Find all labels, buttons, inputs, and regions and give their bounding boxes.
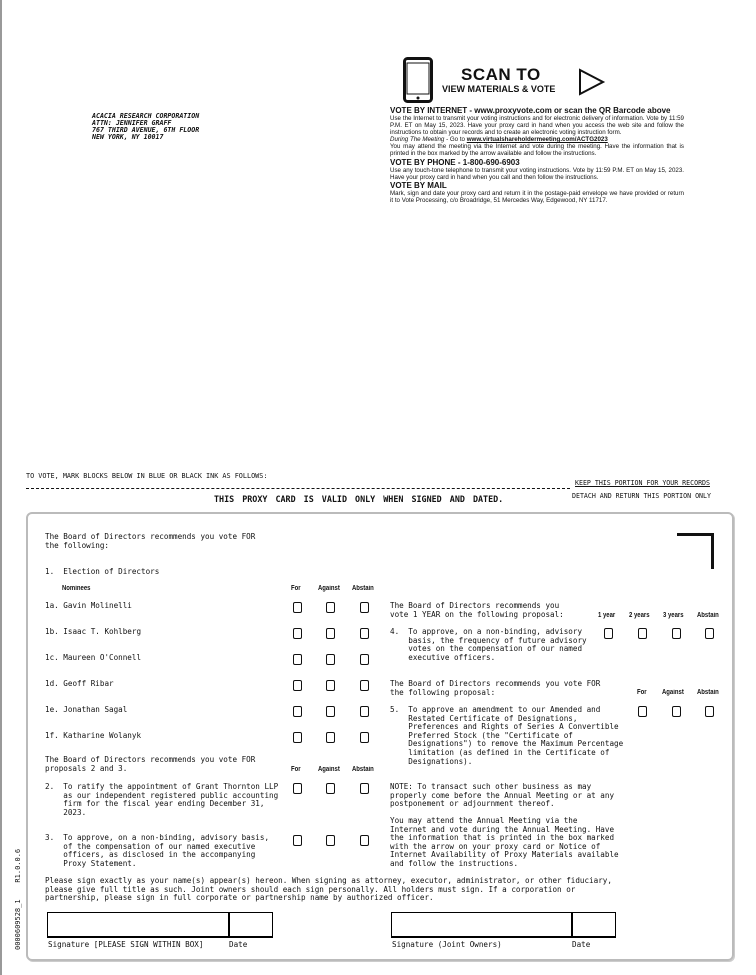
nominee-row: 1c. Maureen O'Connell: [45, 653, 142, 662]
corner-mark: [677, 533, 714, 569]
scan-title: SCAN TO: [461, 65, 541, 84]
keep-portion-label: KEEP THIS PORTION FOR YOUR RECORDS: [575, 479, 710, 487]
sign-instructions: Please sign exactly as your name(s) appear(s) hereon. When signing as attorney, executor, administrator, or other fiduciary, please give full title as such. Joint owners should each sign personally. All holders must sign. If a corporation or partnership, please sign in full corporate or partnership name by authorized officer.: [45, 876, 612, 903]
proposal-4: 4. To approve, on a non-binding, advisory basis, the frequency of future advisory votes on the compensation of our named executive officers.: [390, 627, 587, 662]
meeting-label: During The Meeting: [390, 136, 445, 144]
vote-checkbox[interactable]: [672, 706, 681, 717]
vote-phone-heading: VOTE BY PHONE - 1-800-690-6903: [390, 157, 520, 167]
col-for: For: [291, 766, 301, 773]
detach-portion-label: DETACH AND RETURN THIS PORTION ONLY: [572, 492, 711, 500]
vote-checkbox[interactable]: [360, 602, 369, 613]
vote-checkbox[interactable]: [293, 628, 302, 639]
address-line: 767 THIRD AVENUE, 6TH FLOOR: [92, 126, 200, 134]
vote-checkbox[interactable]: [360, 654, 369, 665]
voting-instructions: [390, 106, 684, 204]
meeting-url-link[interactable]: www.virtualshareholdermeeting.com/ACTG2023: [466, 136, 608, 144]
col-for: For: [637, 689, 647, 696]
joint-signature-label: Signature (Joint Owners): [392, 940, 502, 949]
vote-internet-heading: VOTE BY INTERNET - www.proxyvote.com or scan the QR Barcode above: [390, 106, 671, 115]
vote-checkbox[interactable]: [360, 706, 369, 717]
vote-checkbox[interactable]: [638, 628, 647, 639]
signature-label: Signature [PLEASE SIGN WITHIN BOX]: [48, 940, 204, 949]
valid-notice: THIS PROXY CARD IS VALID ONLY WHEN SIGNED AND DATED.: [214, 494, 504, 504]
date-divider: [228, 912, 230, 938]
col-abstain: Abstain: [352, 766, 374, 773]
address-line: NEW YORK, NY 10017: [92, 133, 164, 141]
address-line: ACACIA RESEARCH CORPORATION: [92, 112, 200, 120]
attend-text: You may attend the Annual Meeting via the Internet and vote during the Annual Meeting. Have the information that is printed in the box marked with the arrow on your proxy card or Notice of Internet Availability of Proxy Materials available and follow the instructions.: [390, 816, 619, 868]
col-1-year: 1 year: [598, 612, 616, 619]
col-abstain: Abstain: [352, 585, 374, 592]
vote-checkbox[interactable]: [293, 602, 302, 613]
item-1-title: 1. Election of Directors: [45, 567, 160, 576]
nominee-row: 1f. Katharine Wolanyk: [45, 731, 142, 740]
vote-checkbox[interactable]: [326, 783, 335, 794]
date-label: Date: [229, 940, 248, 949]
vote-checkbox[interactable]: [326, 680, 335, 691]
vote-checkbox[interactable]: [293, 680, 302, 691]
vote-checkbox[interactable]: [326, 654, 335, 665]
proposal-3: 3. To approve, on a non-binding, advisory basis, of the compensation of our named executive officers, as disclosed in the accompanying Proxy Statement.: [45, 833, 270, 868]
vote-checkbox[interactable]: [293, 654, 302, 665]
page-edge: [0, 0, 2, 975]
vote-checkbox[interactable]: [293, 732, 302, 743]
vote-phone-body: Use any touch-tone telephone to transmit your voting instructions. Vote by 11:59 P.M. ET on May 15, 2023. Have your proxy card in hand when you call and then follow the instructions.: [390, 166, 684, 181]
phone-icon: [403, 57, 433, 103]
nominee-row: 1a. Gavin Molinelli: [45, 601, 132, 610]
detach-line: [26, 488, 570, 489]
vote-checkbox[interactable]: [326, 602, 335, 613]
meeting-body: You may attend the meeting via the Internet and vote during the meeting. Have the information that is printed in the box marked by the arrow available and follow the instructions.: [390, 143, 684, 158]
mark-instructions: TO VOTE, MARK BLOCKS BELOW IN BLUE OR BLACK INK AS FOLLOWS:: [26, 472, 268, 480]
col-abstain: Abstain: [697, 689, 719, 696]
date-label: Date: [572, 940, 591, 949]
document-code: 0000609528_1 R1.0.0.6: [14, 848, 22, 950]
vote-checkbox[interactable]: [360, 732, 369, 743]
joint-signature-box[interactable]: [391, 912, 616, 938]
mailing-address: [92, 113, 199, 141]
nominees-header: Nominees: [62, 585, 91, 592]
vote-checkbox[interactable]: [326, 732, 335, 743]
vote-checkbox[interactable]: [360, 835, 369, 846]
vote-checkbox[interactable]: [360, 680, 369, 691]
nominee-row: 1b. Isaac T. Kohlberg: [45, 627, 142, 636]
vote-checkbox[interactable]: [604, 628, 613, 639]
col-for: For: [291, 585, 301, 592]
nominee-row: 1d. Geoff Ribar: [45, 679, 114, 688]
vote-checkbox[interactable]: [705, 628, 714, 639]
vote-checkbox[interactable]: [360, 628, 369, 639]
col-against: Against: [318, 766, 340, 773]
col-2-years: 2 years: [629, 612, 650, 619]
proposal-5: 5. To approve an amendment to our Amended and Restated Certificate of Designations, Preferences and Rights of Series A Convertible Preferred Stock (the "Certificate of Designations") to remove the Maximum Percentage limitation (as defined in the Certificate of Designations).: [390, 705, 624, 766]
address-line: ATTN: JENNIFER GRAFF: [92, 119, 172, 127]
recommendation-5: The Board of Directors recommends you vote FOR the following proposal:: [390, 679, 601, 697]
vote-checkbox[interactable]: [326, 628, 335, 639]
vote-checkbox[interactable]: [293, 706, 302, 717]
recommendation-1: The Board of Directors recommends you vote FOR the following:: [45, 532, 256, 550]
scan-subtitle: VIEW MATERIALS & VOTE: [442, 84, 556, 94]
vote-checkbox[interactable]: [360, 783, 369, 794]
vote-checkbox[interactable]: [293, 835, 302, 846]
col-abstain: Abstain: [697, 612, 719, 619]
arrow-icon: [578, 68, 606, 96]
note-text: NOTE: To transact such other business as may properly come before the Annual Meeting or at any postponement or adjournment thereof.: [390, 782, 615, 809]
vote-checkbox[interactable]: [638, 706, 647, 717]
recommendation-4: The Board of Directors recommends you vote 1 YEAR on the following proposal:: [390, 601, 564, 619]
vote-mail-body: Mark, sign and date your proxy card and return it in the postage-paid envelope we have provided or return it to Vote Processing, c/o Broadridge, 51 Mercedes Way, Edgewood, NY 11717.: [390, 189, 684, 204]
vote-checkbox[interactable]: [293, 783, 302, 794]
meeting-prefix: - Go to: [444, 136, 467, 144]
vote-checkbox[interactable]: [326, 706, 335, 717]
vote-mail-heading: VOTE BY MAIL: [390, 180, 447, 190]
proposal-2: 2. To ratify the appointment of Grant Thornton LLP as our independent registered public accounting firm for the fiscal year ending December 31, 2023.: [45, 782, 279, 817]
recommendation-2-3: The Board of Directors recommends you vote FOR proposals 2 and 3.: [45, 755, 256, 773]
vote-checkbox[interactable]: [326, 835, 335, 846]
vote-checkbox[interactable]: [672, 628, 681, 639]
vote-checkbox[interactable]: [705, 706, 714, 717]
col-against: Against: [318, 585, 340, 592]
col-against: Against: [662, 689, 684, 696]
nominee-row: 1e. Jonathan Sagal: [45, 705, 128, 714]
vote-internet-body: Use the Internet to transmit your voting instructions and for electronic delivery of information. Vote by 11:59 P.M. ET on May 15, 2023. Have your proxy card in hand when you access the web site and follow the instructions to obtain your records and to create an electronic voting instruction form.: [390, 115, 684, 137]
date-divider: [571, 912, 573, 938]
signature-box[interactable]: [47, 912, 273, 938]
col-3-years: 3 years: [663, 612, 684, 619]
